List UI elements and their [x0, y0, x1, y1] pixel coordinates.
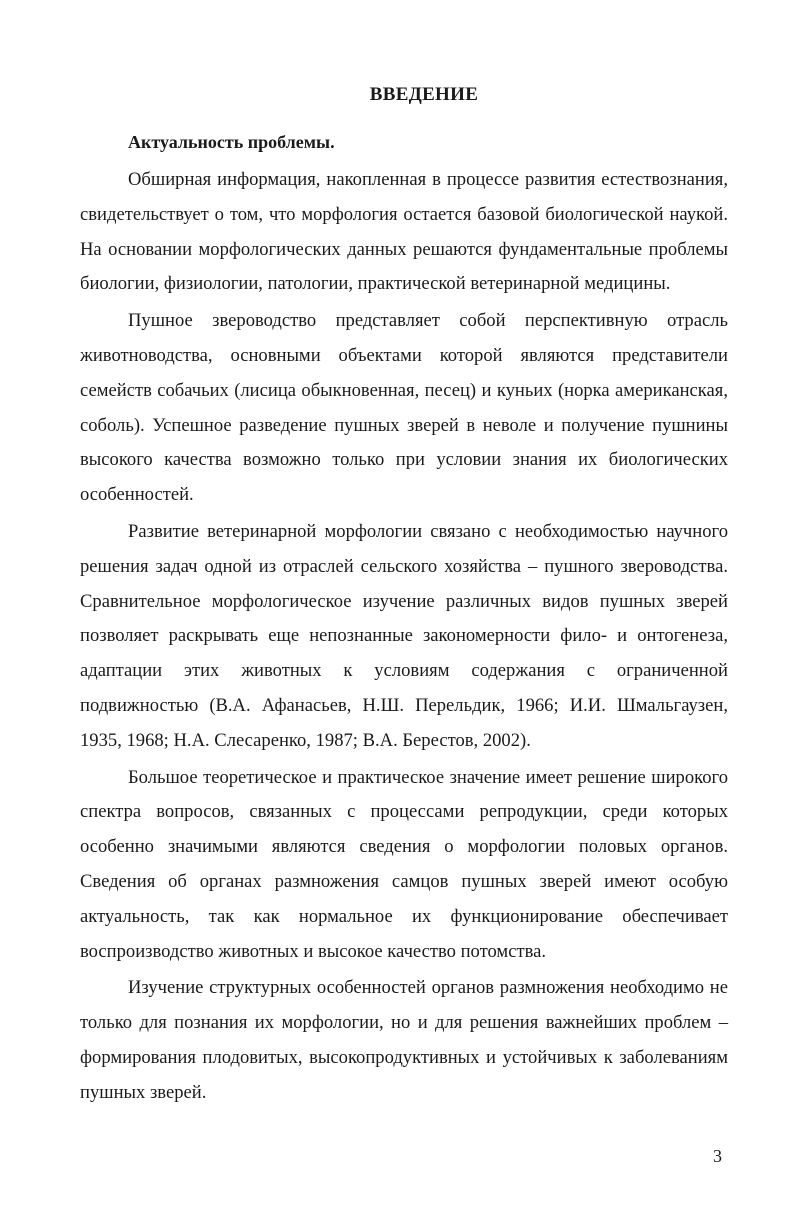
paragraph-4: Большое теоретическое и практическое значение имеет решение широкого спектра вопросов, связанных с процессами репродукции, среди которых особенно значимыми являются сведения о морфологии половых органов. Сведения об органах размножения самцов пушных зверей имеют особую актуальность, так как нормальное их функционирование обеспечивает воспроизводство животных и высокое качество потомства.	[80, 766, 728, 962]
body-text	[80, 163, 728, 1111]
paragraph-5: Изучение структурных особенностей органов размножения необходимо не только для познания их морфологии, но и для решения важнейших проблем – формирования плодовитых, высокопродуктивных и устойчивых к заболеваниям пушных зверей.	[80, 977, 728, 1103]
section-subtitle: Актуальность проблемы.	[128, 132, 335, 152]
paragraph-1: Обширная информация, накопленная в процессе развития естествознания, свидетельствует о том, что морфология остается базовой биологической наукой. На основании морфологических данных решаются фундаментальные проблемы биологии, физиологии, патологии, практической ветеринарной медицины.	[80, 169, 728, 295]
paragraph-2: Пушное звероводство представляет собой перспективную отрасль животноводства, основными объектами которой являются представители семейств собачьих (лисица обыкновенная, песец) и куньих (норка американская, соболь). Успешное разведение пушных зверей в неволе и получение пушнины высокого качества возможно только при условии знания их биологических особенностей.	[80, 310, 728, 506]
paragraph-3: Развитие ветеринарной морфологии связано с необходимостью научного решения задач одной из отраслей сельского хозяйства – пушного звероводства. Сравнительное морфологическое изучение различных видов пушных зверей позволяет раскрывать еще непознанные закономерности фило- и онтогенеза, адаптации этих животных к условиям содержания с ограниченной подвижностью (В.А. Афанасьев, Н.Ш. Перельдик, 1966; И.И. Шмальгаузен, 1935, 1968; Н.А. Слесаренко, 1987; В.А. Берестов, 2002).	[80, 520, 728, 751]
page-number: 3	[713, 1146, 722, 1166]
section-title: ВВЕДЕНИЕ	[369, 84, 479, 105]
